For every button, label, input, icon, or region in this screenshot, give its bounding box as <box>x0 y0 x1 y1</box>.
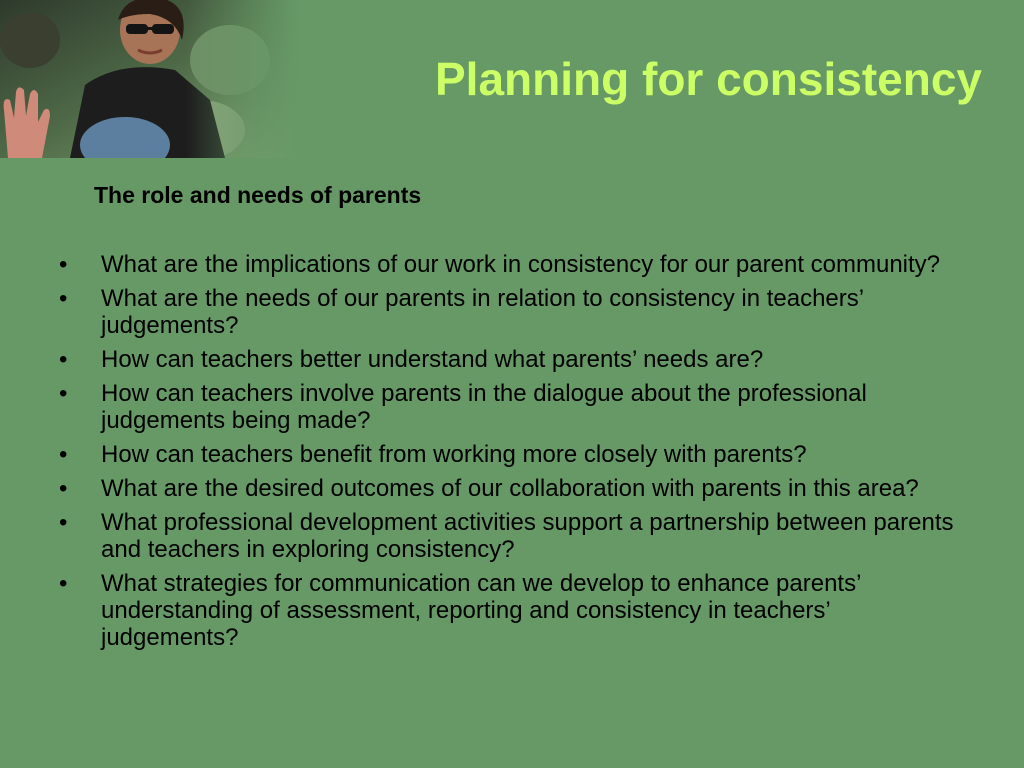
list-item <box>56 441 961 468</box>
bullet-dot-icon: • <box>59 380 68 407</box>
bullet-dot-icon: • <box>59 509 68 536</box>
list-item <box>56 570 961 651</box>
bullet-text: How can teachers benefit from working more closely with parents? <box>101 441 807 468</box>
slide-subtitle: The role and needs of parents <box>94 182 422 208</box>
header-photo <box>0 0 300 158</box>
bullet-dot-icon: • <box>59 441 68 468</box>
bullet-text: How can teachers involve parents in the dialogue about the professional judgements being made? <box>101 380 867 434</box>
bullet-text: What professional development activities support a partnership between parents and teachers in exploring consistency? <box>101 509 954 563</box>
list-item <box>56 509 961 563</box>
list-item <box>56 285 961 339</box>
bullet-dot-icon: • <box>59 570 68 597</box>
header-photo-image <box>0 0 300 158</box>
bullet-dot-icon: • <box>59 285 68 312</box>
bullet-dot-icon: • <box>59 475 68 502</box>
bullet-dot-icon: • <box>59 346 68 373</box>
list-item <box>56 380 961 434</box>
bullet-text: What are the desired outcomes of our collaboration with parents in this area? <box>101 475 919 502</box>
bullet-text: What are the implications of our work in consistency for our parent community? <box>101 251 941 278</box>
bullet-text: What are the needs of our parents in relation to consistency in teachers’ judgements? <box>101 285 864 339</box>
bullet-dot-icon: • <box>59 251 68 278</box>
list-item <box>56 251 961 278</box>
bullet-text: What strategies for communication can we develop to enhance parents’ understanding of assessment, reporting and consistency in teachers’ judgements? <box>101 570 861 651</box>
slide-title: Planning for consistency <box>435 53 982 105</box>
list-item <box>56 346 961 373</box>
list-item <box>56 475 961 502</box>
bullet-list <box>56 251 961 658</box>
bullet-text: How can teachers better understand what parents’ needs are? <box>101 346 764 373</box>
